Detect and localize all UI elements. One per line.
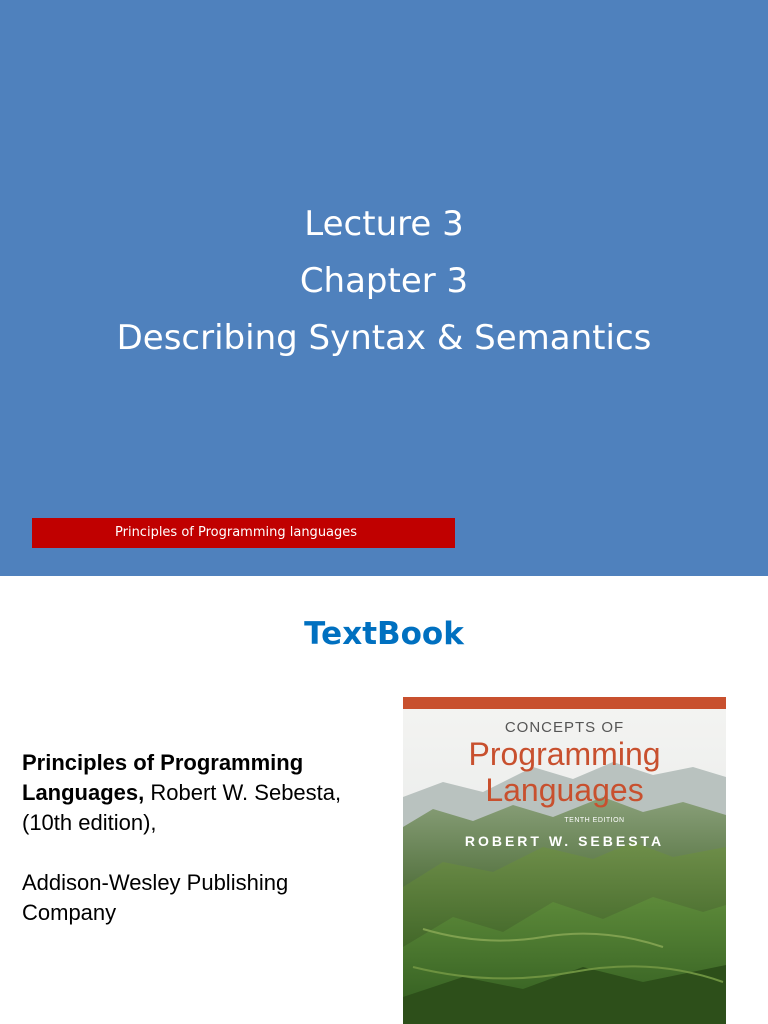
book-author-edition: Robert W. Sebesta, (10th edition), <box>22 780 342 835</box>
book-publisher: Addison-Wesley Publishing Company <box>22 870 289 925</box>
title-line-chapter: Chapter 3 <box>299 261 469 301</box>
book-title-paragraph <box>22 748 367 838</box>
cover-top-line: CONCEPTS OF <box>504 719 625 736</box>
cover-author: ROBERT W. SEBESTA <box>464 833 665 849</box>
book-cover-image <box>403 697 726 1024</box>
title-line-lecture: Lecture 3 <box>304 204 464 244</box>
course-banner-text: Principles of Programming languages <box>115 525 358 540</box>
course-banner <box>32 518 455 548</box>
cover-edition: TENTH EDITION <box>564 817 625 824</box>
title-line-topic: Describing Syntax & Semantics <box>116 318 652 358</box>
slide-title <box>0 196 768 367</box>
cover-title-line1: Programming <box>468 736 661 772</box>
textbook-heading: TextBook <box>304 616 464 652</box>
book-description <box>22 748 367 928</box>
textbook-slide <box>0 576 768 1024</box>
book-title: Principles of Programming Languages, <box>22 750 304 805</box>
cover-title-line2: Languages <box>485 772 644 808</box>
